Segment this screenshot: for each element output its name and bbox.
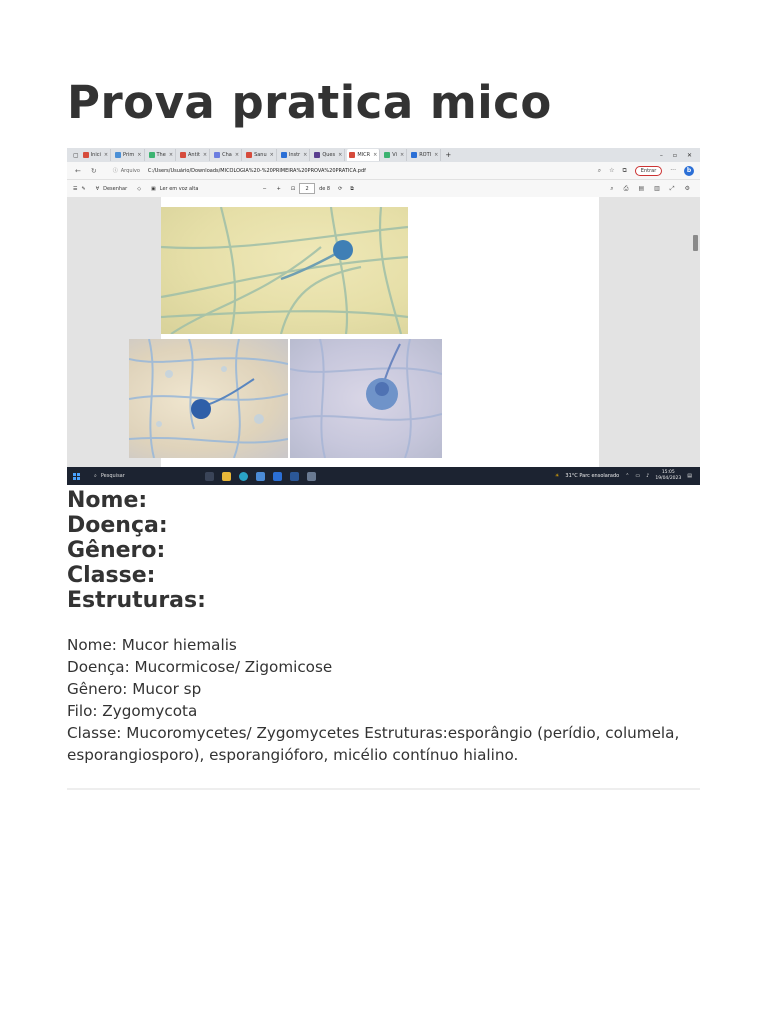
field-heading: Estruturas: xyxy=(67,588,206,613)
answer-line: Classe: Mucoromycetes/ Zygomycetes Estruturas:esporângio (perídio, columela, esporangiosporo), esporangióforo, micélio contínuo hialino. xyxy=(67,724,680,764)
tab-favicon-icon xyxy=(214,152,220,158)
tab-close-icon[interactable]: × xyxy=(103,152,109,158)
browser-tab[interactable] xyxy=(409,149,441,161)
save-as-icon[interactable]: ▥ xyxy=(654,184,660,192)
sign-in-button[interactable]: Entrar xyxy=(635,166,662,176)
collections-icon[interactable]: ⧉ xyxy=(622,166,627,174)
print-icon[interactable]: ⎙ xyxy=(623,184,629,192)
clock-time: 15:05 xyxy=(661,470,675,475)
scrollbar-thumb[interactable] xyxy=(693,235,698,251)
pdf-viewer xyxy=(67,197,700,467)
network-icon[interactable]: ▭ xyxy=(635,473,641,479)
mail-icon[interactable] xyxy=(273,472,282,481)
browser-tab[interactable] xyxy=(347,149,380,161)
browser-tab[interactable] xyxy=(147,149,177,161)
pdf-toolbar xyxy=(67,180,700,198)
field-heading: Classe: xyxy=(67,563,156,588)
eraser-icon[interactable]: ◇ xyxy=(137,185,142,192)
tab-favicon-icon xyxy=(411,152,417,158)
read-aloud-label[interactable]: Ler em voz alta xyxy=(159,185,199,192)
tab-label: Sanu xyxy=(254,152,267,158)
browser-tab[interactable] xyxy=(279,149,310,161)
divider xyxy=(67,788,700,790)
tab-label: Cha xyxy=(222,152,232,158)
tab-label: The xyxy=(156,152,166,158)
task-view-icon[interactable] xyxy=(205,472,214,481)
browser-tab[interactable] xyxy=(382,149,407,161)
store-icon[interactable] xyxy=(256,472,265,481)
tab-close-icon[interactable]: × xyxy=(137,152,142,158)
page-title: Prova pratica mico xyxy=(67,76,552,129)
zoom-out-icon[interactable]: − xyxy=(262,185,267,192)
maximize-icon[interactable]: ▫ xyxy=(672,151,677,159)
tab-close-icon[interactable]: × xyxy=(434,152,439,158)
search-icon[interactable]: ⌕ xyxy=(610,184,614,192)
answer-line: Doença: Mucormicose/ Zigomicose xyxy=(67,658,333,676)
save-icon[interactable]: ▤ xyxy=(638,184,645,192)
tab-actions-icon[interactable]: ▢ xyxy=(73,151,79,159)
tab-label: Vi xyxy=(392,152,397,158)
contents-icon[interactable]: ☰ xyxy=(73,185,78,192)
zoom-icon[interactable]: ⌕ xyxy=(597,166,602,174)
answers-block xyxy=(67,634,707,766)
fit-page-icon[interactable]: ⊡ xyxy=(290,185,296,192)
field-heading: Gênero: xyxy=(67,538,166,563)
tab-favicon-icon xyxy=(149,152,155,158)
url-field[interactable]: C:/Users/Usuário/Downloads/MICOLOGIA%20-%20PRIMEIRA%20PROVA%20PRÁTICA.pdf xyxy=(147,167,366,174)
file-explorer-icon[interactable] xyxy=(222,472,231,481)
weather-text[interactable]: 31°C Parc ensolarado xyxy=(565,473,620,479)
refresh-icon[interactable]: ↻ xyxy=(90,166,97,175)
micrograph-image xyxy=(129,339,288,458)
volume-icon[interactable]: ♪ xyxy=(646,473,650,479)
minimize-icon[interactable]: – xyxy=(659,151,663,159)
draw-label[interactable]: Desenhar xyxy=(103,185,128,192)
tab-close-icon[interactable]: × xyxy=(338,152,343,158)
page-total: de 8 xyxy=(319,185,331,192)
app-icon[interactable] xyxy=(307,472,316,481)
field-headings xyxy=(67,488,206,613)
tab-favicon-icon xyxy=(83,152,89,158)
favorite-icon[interactable]: ☆ xyxy=(609,167,615,174)
close-window-icon[interactable]: ✕ xyxy=(686,151,692,159)
answer-line: Filo: Zygomycota xyxy=(67,702,198,720)
browser-tab[interactable] xyxy=(312,149,345,161)
info-icon[interactable]: ⓘ xyxy=(112,168,118,174)
tab-favicon-icon xyxy=(115,152,121,158)
new-tab-icon[interactable]: + xyxy=(445,151,452,159)
tab-label: Instr xyxy=(288,152,301,158)
address-bar xyxy=(67,162,700,180)
tab-close-icon[interactable]: × xyxy=(234,152,240,158)
more-icon[interactable]: ··· xyxy=(670,167,676,174)
tab-close-icon[interactable]: × xyxy=(373,152,378,158)
word-icon[interactable] xyxy=(290,472,299,481)
answer-line: Nome: Mucor hiemalis xyxy=(67,636,237,654)
browser-tab[interactable] xyxy=(178,149,210,161)
tab-favicon-icon xyxy=(180,152,186,158)
bing-icon[interactable]: b xyxy=(684,166,694,176)
search-icon[interactable]: ⌕ xyxy=(94,473,97,479)
zoom-in-icon[interactable]: + xyxy=(276,185,281,192)
tab-favicon-icon xyxy=(384,152,390,158)
browser-tab[interactable] xyxy=(81,149,111,161)
tab-label: Ques xyxy=(322,152,336,158)
tab-label: Inici xyxy=(90,152,101,158)
highlight-icon[interactable]: ✎ xyxy=(81,185,86,192)
tab-close-icon[interactable]: × xyxy=(399,152,405,158)
fullscreen-icon[interactable]: ⤢ xyxy=(669,184,675,192)
tab-label: MICR xyxy=(357,152,371,158)
browser-tab[interactable] xyxy=(212,149,242,161)
micrograph-image xyxy=(290,339,442,458)
tab-favicon-icon xyxy=(281,152,287,158)
page-number-input[interactable]: 2 xyxy=(299,183,315,194)
browser-tab[interactable] xyxy=(244,149,277,161)
settings-icon[interactable]: ⚙ xyxy=(684,184,690,192)
tab-close-icon[interactable]: × xyxy=(269,152,274,158)
tab-label: ROTI xyxy=(419,152,432,158)
address-scheme-label: Arquivo xyxy=(120,167,140,174)
page-view-icon[interactable]: ⧉ xyxy=(350,185,354,192)
clock-date: 19/04/2023 xyxy=(655,476,682,481)
micrograph-image xyxy=(161,207,408,334)
tab-close-icon[interactable]: × xyxy=(168,152,174,158)
edge-icon[interactable] xyxy=(239,472,248,481)
browser-tab-bar xyxy=(67,148,700,162)
tab-favicon-icon xyxy=(314,152,320,158)
embedded-screenshot xyxy=(67,148,700,485)
tab-favicon-icon xyxy=(349,152,355,158)
tab-label: Prim xyxy=(123,152,135,158)
back-icon[interactable]: ← xyxy=(75,166,81,175)
windows-start-icon[interactable] xyxy=(73,473,80,480)
tab-close-icon[interactable]: × xyxy=(303,152,308,158)
browser-tab[interactable] xyxy=(113,149,144,161)
answer-line: Gênero: Mucor sp xyxy=(67,680,202,698)
tray-chevron-icon[interactable]: ⌃ xyxy=(625,473,630,479)
clock[interactable] xyxy=(655,470,681,482)
taskbar xyxy=(67,467,700,485)
tab-close-icon[interactable]: × xyxy=(202,152,208,158)
taskbar-search[interactable]: Pesquisar xyxy=(100,473,125,479)
weather-icon: ☀ xyxy=(554,473,560,479)
tab-label: Antit xyxy=(188,152,200,158)
notification-icon[interactable]: ▤ xyxy=(687,473,692,479)
draw-icon[interactable]: ∀ xyxy=(95,185,100,192)
field-heading: Nome: xyxy=(67,488,148,513)
read-aloud-icon[interactable]: ▣ xyxy=(151,185,156,192)
tab-favicon-icon xyxy=(246,152,252,158)
rotate-icon[interactable]: ⟳ xyxy=(338,185,343,192)
field-heading: Doença: xyxy=(67,513,168,538)
